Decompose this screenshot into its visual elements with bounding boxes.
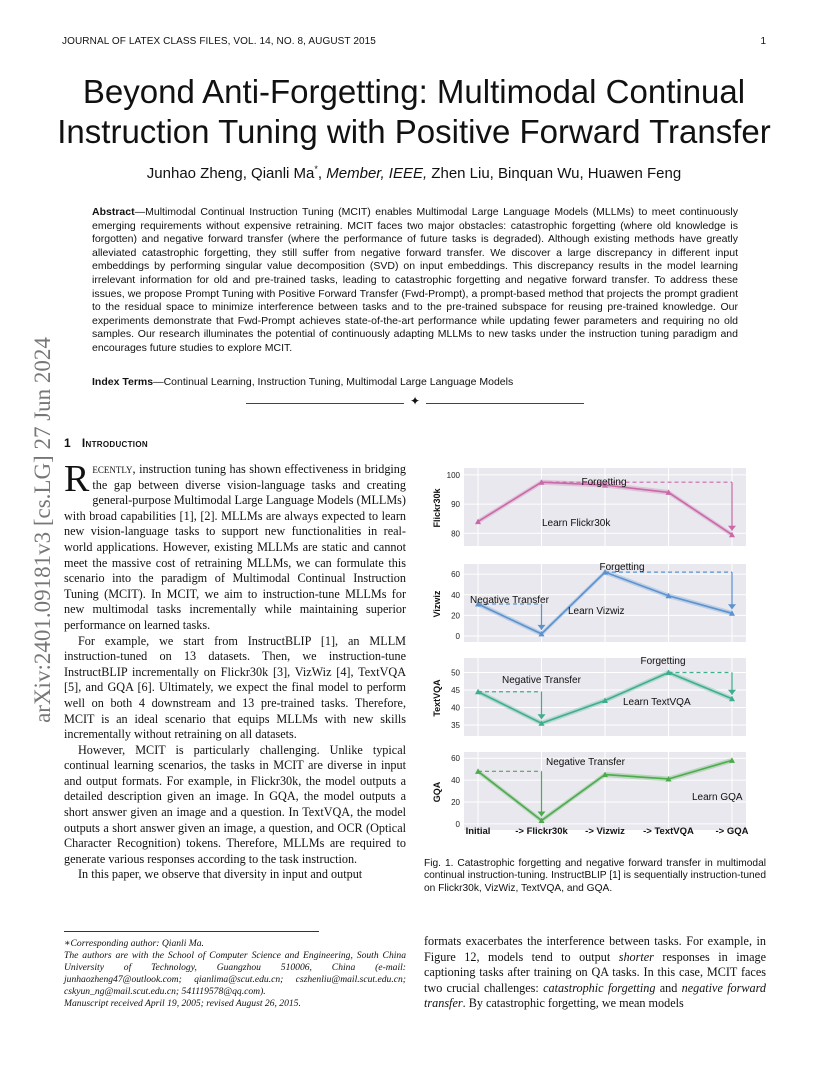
y-tick-label: 60 <box>451 754 460 764</box>
paper-title <box>40 72 788 152</box>
annotation-label: Learn TextVQA <box>623 697 691 708</box>
section-divider <box>246 396 584 410</box>
y-tick-label: 60 <box>451 570 460 580</box>
y-tick-label: 40 <box>451 590 460 600</box>
index-terms <box>92 376 738 388</box>
y-tick-label: 50 <box>451 668 460 678</box>
first-word: ecently <box>92 462 133 476</box>
y-tick-label: 40 <box>451 703 460 713</box>
emph-negative-forward-transfer: negative forward transfer <box>424 980 766 1011</box>
title-line-2: Instruction Tuning with Positive Forward Transfer <box>57 113 771 150</box>
figure-1-chart <box>426 462 766 842</box>
x-tick-label: -> Flickr30k <box>515 826 568 837</box>
y-tick-label: 35 <box>451 721 460 730</box>
abstract-text: —Multimodal Continual Instruction Tuning (MCIT) enables Multimodal Large Language Models (MLLMs) to meet continuously emerging requirements without expensive retraining. MCIT faces two major obstacles: catastrophic forgetting (where old knowledge is forgotten) and negative forward transfer (where the performance of future tasks is degraded). Although existing methods have greatly alleviated catastrophic forgetting, they still suffer from negative forward transfer. We discover a large discrepancy in different input embeddings by performing singular value decomposition (SVD) on input embeddings. This discrepancy results in the model learning irrelevant information for old and pre-trained tasks, leading to catastrophic forgetting and negative forward transfer. To address these issues, we propose Prompt Tuning with Positive Forward Transfer (Fwd-Prompt), a prompt-based method that projects the prompt gradient to the residual space to minimize interference between tasks and to the pre-trained subspace for reusing pre-trained knowledge. Our experiments demonstrate that Fwd-Prompt achieves state-of-the-art performance while updating fewer parameters and requiring no old samples. Our research illuminates the potential of continuously adapting MLLMs to new tasks under the instruction tuning paradigm and encourages future studies to explore MCIT. <box>92 206 738 354</box>
x-tick-label: -> TextVQA <box>643 826 694 837</box>
section-title: Introduction <box>81 436 148 450</box>
y-tick-label: 45 <box>451 686 460 695</box>
x-tick-label: -> GQA <box>715 826 749 837</box>
y-tick-label: 20 <box>451 797 460 807</box>
arxiv-stamp: arXiv:2401.09181v3 [cs.LG] 27 Jun 2024 <box>30 337 55 723</box>
x-tick-label: Initial <box>465 826 491 837</box>
y-tick-label: 40 <box>451 776 460 786</box>
intro-paragraph-3: However, MCIT is particularly challenging. Unlike typical continual learning scenarios, the tasks in MCIT are diverse in input and output formats. For example, in Flickr30k, the model outputs a detailed description given an image. In GQA, the model outputs a short answer given an image and a question. In TextVQA, the model outputs a short answer given an image, a question, and OCR (Optical Character Recognition) tokens. Therefore, MLLMs are required to generate various responses according to the task instruction. <box>64 742 406 866</box>
emph-catastrophic-forgetting: catastrophic forgetting <box>543 980 656 995</box>
abstract-label: Abstract <box>92 206 135 218</box>
divider-star-icon: ✦ <box>409 394 421 408</box>
y-tick-label: 0 <box>455 819 460 829</box>
x-tick-label: -> Vizwiz <box>585 826 625 837</box>
title-line-1: Beyond Anti-Forgetting: Multimodal Continual <box>82 73 746 110</box>
annotation-label: Negative Transfer <box>546 757 625 768</box>
emph-shorter: shorter <box>618 949 654 964</box>
panel-gqa <box>432 752 746 830</box>
annotation-label: Forgetting <box>581 477 627 488</box>
drop-cap: R <box>64 458 90 500</box>
annotation-label: Learn GQA <box>692 792 743 803</box>
right-column-text: formats exacerbates the interference between tasks. For example, in Figure 12, models tend to output shorter responses in image captioning tasks after training on QA tasks. In this case, MCIT faces two crucial challenges: catastrophic forgetting and negative forward transfer. By catastrophic forgetting, we mean models <box>424 934 766 1011</box>
intro-column <box>64 458 406 883</box>
authors-rest: Zhen Liu, Binquan Wu, Huawen Feng <box>427 165 682 182</box>
annotation-label: Negative Transfer <box>502 675 581 686</box>
annotation-label: Learn Flickr30k <box>542 518 611 529</box>
y-axis-label: Flickr30k <box>432 488 442 528</box>
intro-paragraph-2: For example, we start from InstructBLIP [1], an MLLM instruction-tuned on 13 datasets. Then, we instruction-tune InstructBLIP incrementally on Flickr30k [3], VizWiz [4], TextVQA [5], and GQA [6]. Ultimately, we expect the final model to perform well on both 4 downstream and 13 pre-trained tasks. Therefore, MCIT is an ideal scenario that equips MLLMs with new skills incrementally without retraining on all datasets. <box>64 633 406 742</box>
annotation-label: Forgetting <box>640 656 686 667</box>
affiliation: The authors are with the School of Computer Science and Engineering, South China University of Technology, Guangzhou 510006, China (e-mail: junhaozheng47@outlook.com; qianlima@scut.edu.cn; cszhenliu@mail.scut.edu.cn; cskyun_ng@mail.scut.edu.cn; 541119578@qq.com). <box>64 950 406 997</box>
y-tick-label: 0 <box>455 631 460 641</box>
y-tick-label: 80 <box>451 529 460 539</box>
member-ieee: Member, IEEE, <box>326 165 428 182</box>
y-tick-label: 100 <box>446 470 460 480</box>
corresponding-star: * <box>314 164 318 174</box>
running-head: JOURNAL OF LATEX CLASS FILES, VOL. 14, NO. 8, AUGUST 2015 <box>62 36 376 47</box>
annotation-label: Forgetting <box>599 562 645 573</box>
panel-flickr30k <box>432 468 746 546</box>
index-terms-text: —Continual Learning, Instruction Tuning, Multimodal Large Language Models <box>153 376 514 388</box>
y-axis-label: GQA <box>432 781 442 803</box>
intro-paragraph-4: In this paper, we observe that diversity in input and output <box>78 867 363 882</box>
footnote-rule <box>64 931 319 932</box>
panel-vizwiz <box>432 562 746 642</box>
figure-caption: Fig. 1. Catastrophic forgetting and negative forward transfer in multimodal continual instruction-tuning. InstructBLIP [1] is sequentially instruction-tuned on Flickr30k, VizWiz, TextVQA, and GQA. <box>424 858 766 894</box>
y-axis-label: Vizwiz <box>432 590 442 618</box>
manuscript-dates: Manuscript received April 19, 2005; revised August 26, 2015. <box>64 998 301 1009</box>
corresponding-author: ∗Corresponding author: Qianli Ma. <box>64 938 204 949</box>
page-number: 1 <box>760 36 766 47</box>
y-tick-label: 90 <box>451 500 460 510</box>
footnote <box>64 938 406 1010</box>
panel-textvqa <box>432 656 746 736</box>
annotation-label: Negative Transfer <box>470 595 549 606</box>
author-list: Junhao Zheng, Qianli Ma*, Member, IEEE, Zhen Liu, Binquan Wu, Huawen Feng <box>146 164 682 182</box>
abstract <box>92 206 738 356</box>
section-heading <box>64 436 148 450</box>
y-axis-label: TextVQA <box>432 679 442 717</box>
authors-first: Junhao Zheng, Qianli Ma <box>146 165 315 182</box>
annotation-label: Learn Vizwiz <box>568 606 625 617</box>
intro-paragraph-1: Recently, instruction tuning has shown effectiveness in bridging the gap between diverse vision-language tasks and creating general-purpose Multimodal Large Language Models (MLLMs) with broad capabilities [1], [2]. MLLMs are always expected to learn new vision-language tasks to support new functionalities in real-world applications. However, existing MLLMs are static and cannot meet the massive cost of retraining MLLMs, we can formulate this scenario into the paradigm of Multimodal Continual Instruction Tuning (MCIT). In MCIT, we aim to instruction-tune MLLMs for new multimodal tasks incrementally while maintaining superior performance on learned tasks. <box>64 458 406 632</box>
section-number: 1 <box>64 436 71 450</box>
y-tick-label: 20 <box>451 611 460 621</box>
index-terms-label: Index Terms <box>92 376 154 388</box>
